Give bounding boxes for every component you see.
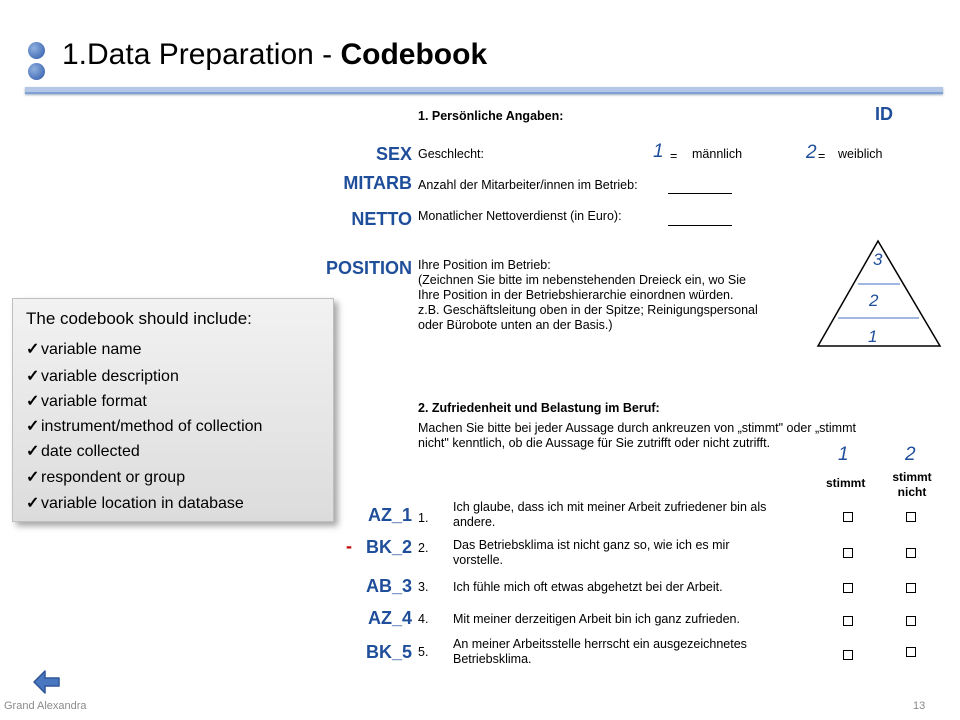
codebook-item: ✓variable name — [26, 341, 142, 358]
checkbox-stimmt[interactable] — [843, 650, 853, 660]
item-text: Ich fühle mich oft etwas abgehetzt bei der Arbeit. — [453, 580, 723, 594]
column-header-stimmt-nicht: stimmt nicht — [892, 470, 932, 499]
codebook-item: ✓respondent or group — [26, 469, 186, 486]
item-number: 5. — [418, 645, 429, 659]
label-mitarbeiter: Anzahl der Mitarbeiter/innen im Betrieb: — [418, 178, 638, 192]
title-bullet-bottom-icon — [28, 63, 45, 80]
page-title: 1.Data Preparation - Codebook — [62, 38, 488, 71]
footer-page-number: 13 — [913, 700, 926, 712]
option-weiblich: weiblich — [838, 147, 883, 161]
checkbox-stimmt-nicht[interactable] — [906, 583, 916, 593]
checkbox-stimmt[interactable] — [843, 583, 853, 593]
sex-code-1: 1 — [653, 141, 664, 162]
sex-code-2: 2 — [806, 142, 817, 163]
section-2-heading: 2. Zufriedenheit und Belastung im Beruf: — [418, 401, 660, 415]
checkmark-icon: ✓ — [26, 418, 40, 435]
title-divider — [25, 87, 943, 94]
item-text: Ich glaube, dass ich mit meiner Arbeit zufriedener bin als andere. — [453, 500, 767, 529]
back-arrow-icon[interactable] — [32, 668, 62, 696]
column-code-2: 2 — [905, 444, 916, 465]
section-2-instructions: Machen Sie bitte bei jeder Aussage durch ankreuzen von „stimmt" oder „stimmt nicht" kenntlich, ob die Aussage für Sie zutrifft oder nicht zutrifft. — [418, 421, 856, 450]
footer-author: Grand Alexandra — [4, 700, 87, 712]
code-sex: SEX — [375, 144, 412, 164]
code-ab3: AB_3 — [365, 576, 412, 596]
codebook-item: ✓variable description — [26, 368, 179, 385]
checkbox-stimmt-nicht[interactable] — [906, 512, 916, 522]
code-bk2-dash: - — [346, 536, 352, 556]
code-id: ID — [875, 104, 893, 124]
codebook-item: ✓instrument/method of collection — [26, 418, 263, 435]
checkmark-icon: ✓ — [26, 443, 40, 460]
title-bullet-top-icon — [28, 42, 45, 59]
checkbox-stimmt-nicht[interactable] — [906, 548, 916, 558]
checkmark-icon: ✓ — [26, 469, 40, 486]
item-number: 2. — [418, 541, 429, 555]
codebook-item: ✓variable format — [26, 393, 147, 410]
item-text: Mit meiner derzeitigen Arbeit bin ich ganz zufrieden. — [453, 612, 740, 626]
label-geschlecht: Geschlecht: — [418, 147, 485, 161]
checkbox-stimmt[interactable] — [843, 512, 853, 522]
checkbox-stimmt-nicht[interactable] — [906, 647, 916, 657]
netto-answer-line — [668, 225, 732, 226]
checkbox-stimmt-nicht[interactable] — [906, 616, 916, 626]
triangle-level-1: 1 — [868, 327, 878, 346]
checkmark-icon: ✓ — [26, 341, 40, 358]
code-mitarb: MITARB — [343, 173, 412, 193]
code-az4: AZ_4 — [367, 608, 412, 628]
code-bk5: BK_5 — [365, 642, 412, 662]
code-az1: AZ_1 — [367, 505, 412, 525]
checkbox-stimmt[interactable] — [843, 616, 853, 626]
item-number: 4. — [418, 612, 429, 626]
item-number: 1. — [418, 511, 429, 525]
checkmark-icon: ✓ — [26, 393, 40, 410]
position-instructions: Ihre Position im Betrieb: (Zeichnen Sie bitte im nebenstehenden Dreieck ein, wo Sie Ihre Position in der Betriebshierarchie einordnen würden. z.B. Geschäftsleitung oben in der Spitze; Reinigungspersonal oder Bürobote unten an der Basis.) — [418, 258, 758, 332]
codebook-item: ✓variable location in database — [26, 495, 244, 512]
codebook-item: ✓date collected — [26, 443, 140, 460]
code-position: POSITION — [325, 258, 412, 278]
column-code-1: 1 — [838, 444, 849, 465]
item-text: An meiner Arbeitsstelle herrscht ein ausgezeichnetes Betriebsklima. — [453, 637, 747, 666]
triangle-level-3: 3 — [873, 250, 883, 269]
code-bk2: BK_2 — [365, 537, 412, 557]
item-number: 3. — [418, 580, 429, 594]
label-netto: Monatlicher Nettoverdienst (in Euro): — [418, 209, 622, 223]
code-netto: NETTO — [351, 209, 412, 229]
checkmark-icon: ✓ — [26, 495, 40, 512]
option-maennlich: männlich — [692, 147, 743, 161]
codebook-heading: The codebook should include: — [26, 309, 252, 328]
section-1-heading: 1. Persönliche Angaben: — [418, 109, 564, 123]
checkmark-icon: ✓ — [26, 368, 40, 385]
eq-sign-1: = — [670, 149, 678, 163]
item-text: Das Betriebsklima ist nicht ganz so, wie ich es mir vorstelle. — [453, 538, 730, 567]
eq-sign-2: = — [818, 149, 826, 163]
triangle-level-2: 2 — [869, 291, 879, 310]
mitarbeiter-answer-line — [668, 193, 732, 194]
checkbox-stimmt[interactable] — [843, 548, 853, 558]
column-header-stimmt: stimmt — [826, 476, 866, 490]
